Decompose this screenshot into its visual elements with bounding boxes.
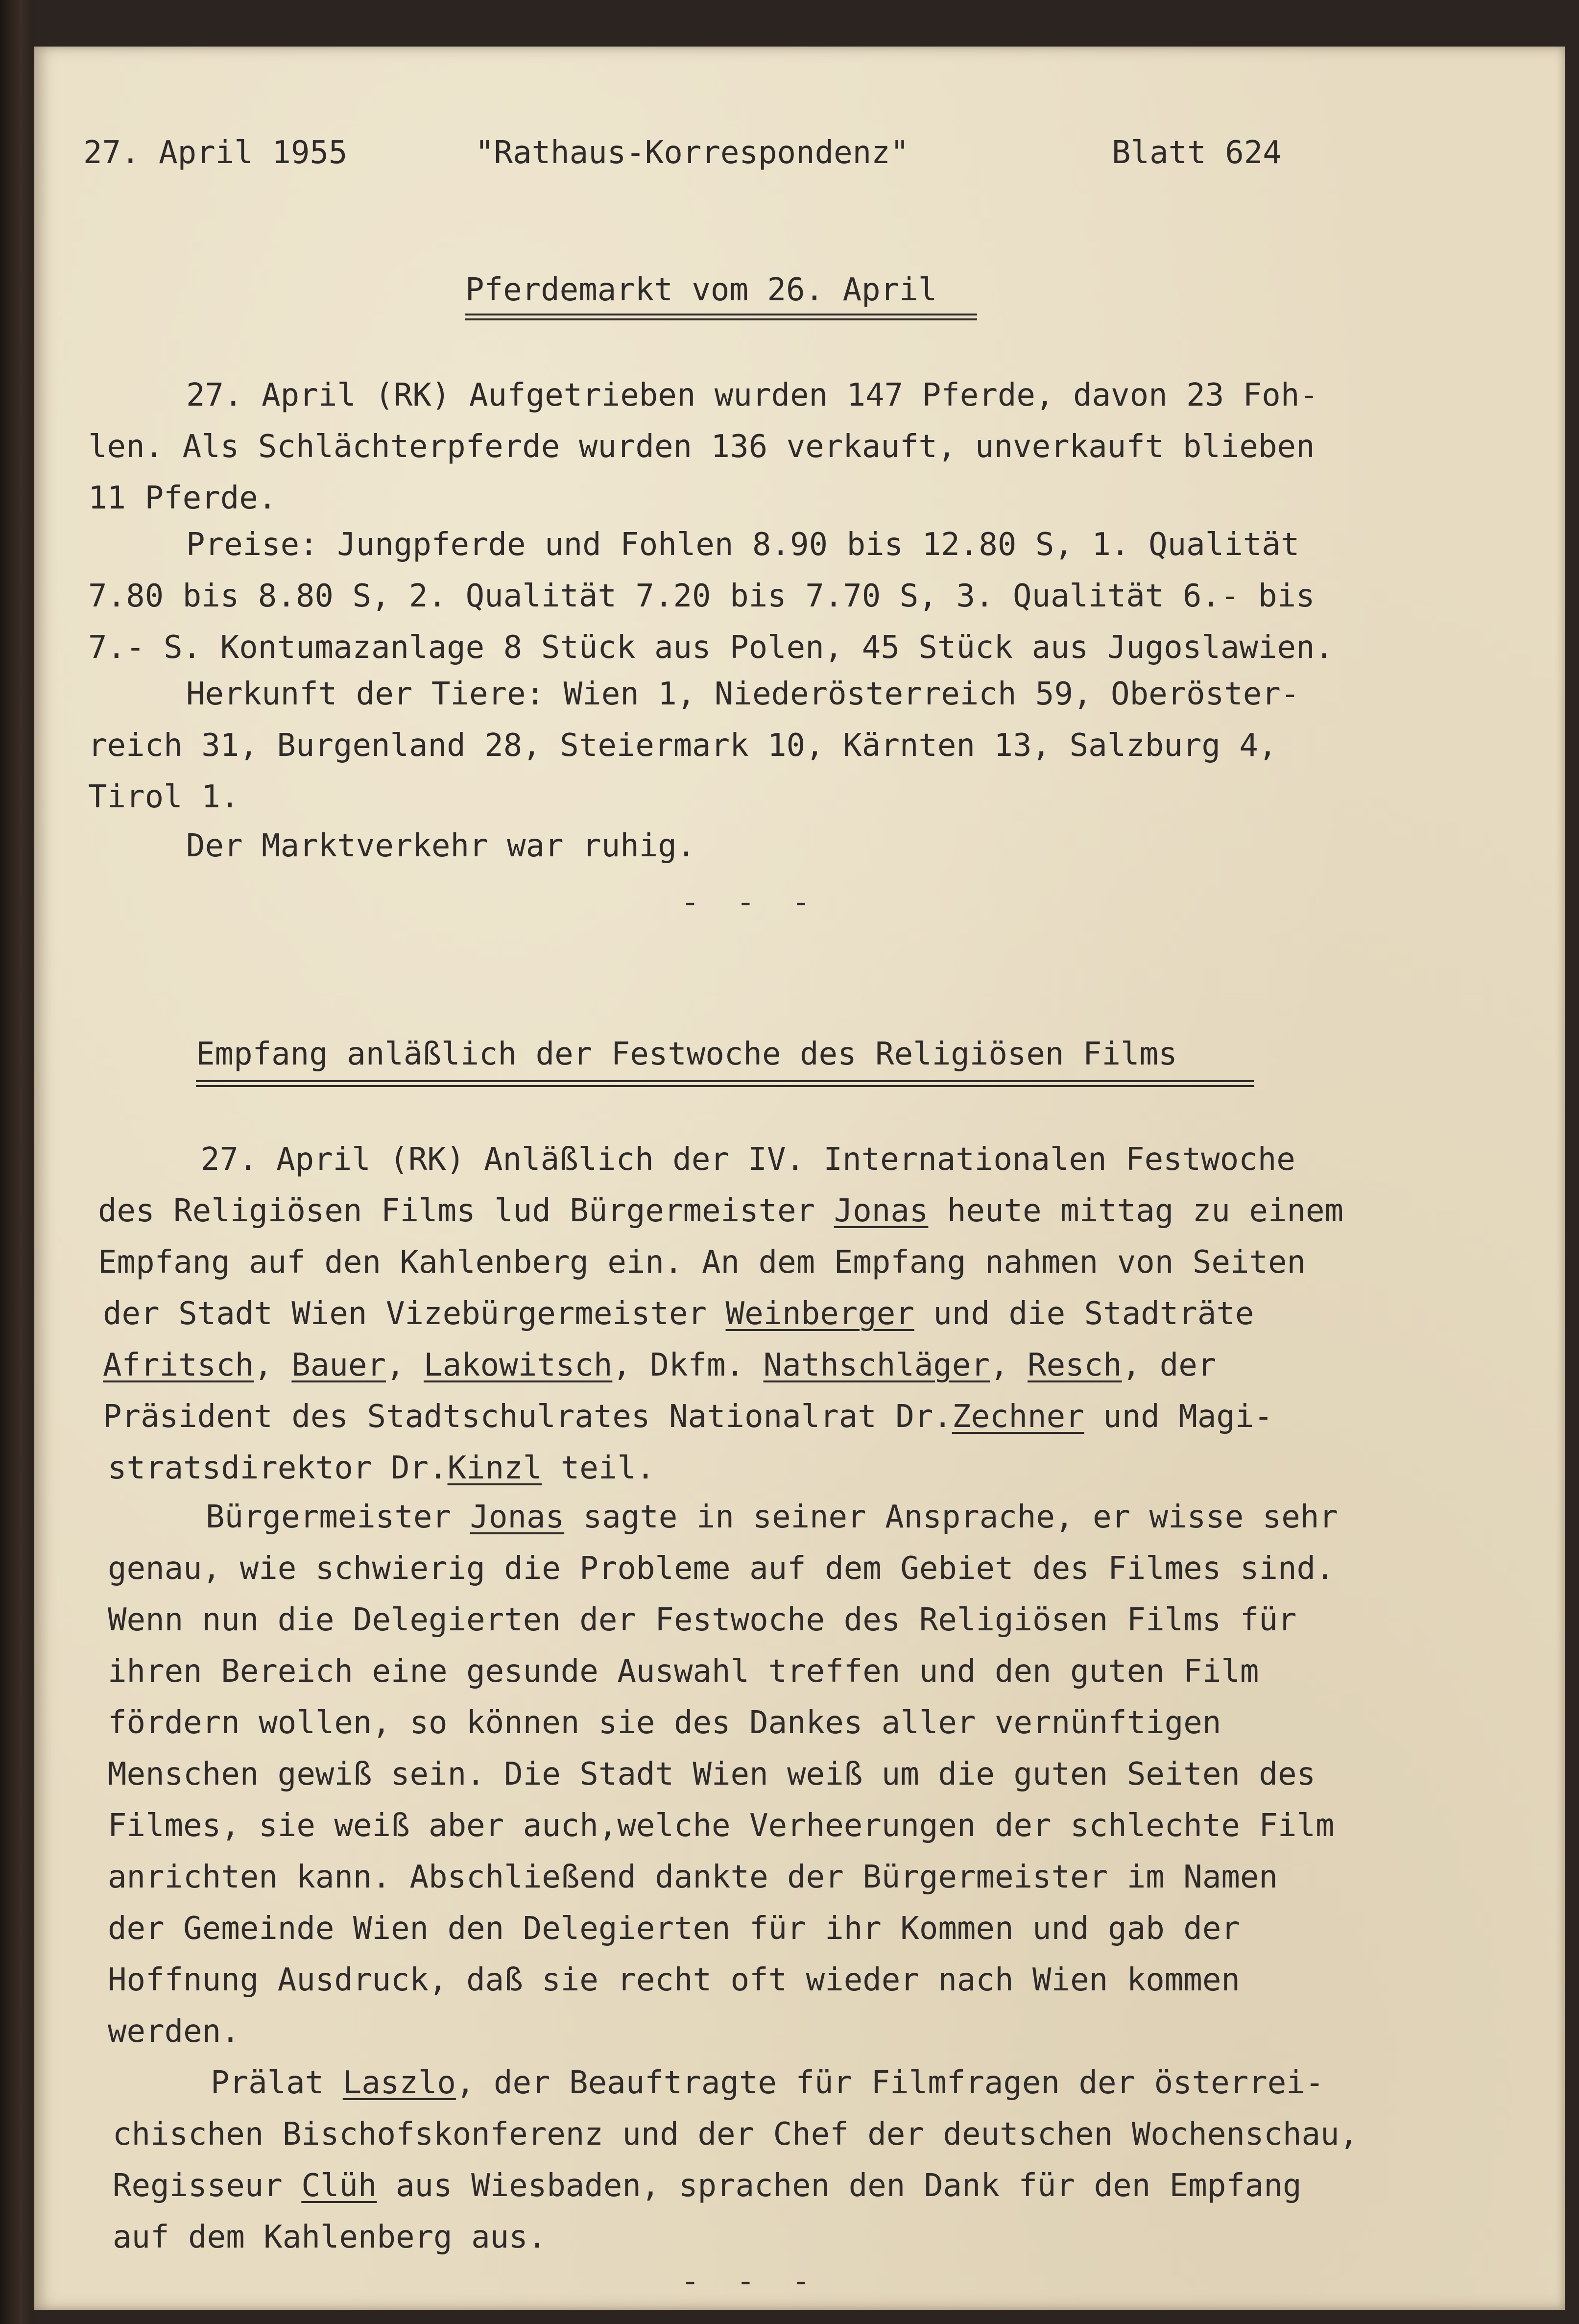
underlined-name: Lakowitsch [424, 1347, 613, 1383]
section2-line: genau, wie schwierig die Probleme auf dem Gebiet des Filmes sind. [108, 1550, 1335, 1587]
section1-line: reich 31, Burgenland 28, Steiermark 10, Kärnten 13, Salzburg 4, [88, 727, 1277, 764]
section2-line: Menschen gewiß sein. Die Stadt Wien weiß um die guten Seiten des [108, 1756, 1316, 1792]
section2-line: der Gemeinde Wien den Delegierten für ihr Kommen und gab der [108, 1911, 1240, 1947]
text-span: und die Stadträte [914, 1296, 1254, 1332]
text-span: heute mittag zu einem [928, 1193, 1344, 1229]
section2-title: Empfang anläßlich der Festwoche des Religiösen Films [196, 1036, 1177, 1072]
underlined-name: Clüh [301, 2168, 377, 2204]
section2-line [103, 1298, 1254, 1330]
section1-end-mark: - - - [681, 884, 819, 920]
text-span: der Stadt Wien Vizebürgermeister [103, 1296, 726, 1332]
text-span: teil. [542, 1450, 655, 1486]
section1-body [34, 47, 1565, 977]
text-span: stratsdirektor Dr. [108, 1450, 448, 1486]
section1-line: Der Marktverkehr war ruhig. [186, 828, 696, 864]
section2-line: fördern wollen, so können sie des Dankes aller vernünftigen [108, 1705, 1221, 1741]
section2-line: ihren Bereich eine gesunde Auswahl treffen und den guten Film [108, 1653, 1259, 1690]
section2-line: Empfang auf den Kahlenberg ein. An dem Empfang nahmen von Seiten [98, 1244, 1306, 1281]
header-sheet-number: Blatt 624 [1112, 135, 1282, 171]
section2-line: chischen Bischofskonferenz und der Chef der deutschen Wochenschau, [113, 2116, 1359, 2153]
section1-line: Preise: Jungpferde und Fohlen 8.90 bis 12.80 S, 1. Qualität [186, 527, 1300, 563]
section1-line: Herkunft der Tiere: Wien 1, Niederösterreich 59, Oberöster- [186, 676, 1300, 712]
section2-line: anrichten kann. Abschließend dankte der Bürgermeister im Namen [108, 1859, 1278, 1895]
text-span: Regisseur [113, 2168, 302, 2204]
underlined-name: Kinzl [447, 1450, 542, 1486]
underlined-name: Afritsch [103, 1347, 254, 1383]
text-span: Präsident des Stadtschulrates Nationalrat Dr. [103, 1399, 952, 1435]
section2-line [211, 2067, 1324, 2099]
section2-line: Hoffnung Ausdruck, daß sie recht oft wieder nach Wien kommen [108, 1962, 1240, 1998]
section2-end-mark: - - - [681, 2263, 819, 2300]
section2-line [113, 2170, 1301, 2202]
text-span: und Magi- [1084, 1399, 1273, 1435]
section2-line: Wenn nun die Delegierten der Festwoche des Religiösen Films für [108, 1602, 1297, 1638]
text-span: , Dkfm. [612, 1347, 764, 1383]
section2-line: auf dem Kahlenberg aus. [113, 2219, 547, 2255]
text-span: Bürgermeister [206, 1499, 470, 1535]
text-span: Prälat [211, 2065, 343, 2101]
section2-line [103, 1347, 1217, 1383]
underlined-name: Jonas [470, 1499, 565, 1535]
section2-line: werden. [108, 2013, 240, 2050]
section1-line: Tirol 1. [88, 779, 239, 815]
document-page [34, 47, 1565, 2310]
text-span: , [989, 1347, 1028, 1383]
header-publication: "Rathaus-Korrespondenz" [475, 135, 909, 171]
underlined-name: Zechner [952, 1399, 1084, 1435]
underlined-name: Laszlo [342, 2065, 456, 2101]
text-span: , der [1122, 1347, 1217, 1383]
underlined-name: Bauer [291, 1347, 386, 1383]
section1-line: 27. April (RK) Aufgetrieben wurden 147 Pferde, davon 23 Foh- [186, 377, 1318, 413]
underlined-name: Jonas [834, 1193, 929, 1229]
header-date: 27. April 1955 [83, 135, 348, 171]
section1-line: 7.80 bis 8.80 S, 2. Qualität 7.20 bis 7.70 S, 3. Qualität 6.- bis [88, 578, 1315, 614]
text-span: sagte in seiner Ansprache, er wisse sehr [564, 1499, 1338, 1535]
section2-line [108, 1452, 655, 1484]
section1-line: 11 Pferde. [88, 480, 277, 516]
underlined-name: Weinberger [725, 1296, 914, 1332]
section2-line: 27. April (RK) Anläßlich der IV. Internationalen Festwoche [201, 1141, 1295, 1178]
section1-title: Pferdemarkt vom 26. April [465, 272, 937, 308]
section1-line: 7.- S. Kontumazanlage 8 Stück aus Polen, 45 Stück aus Jugoslawien. [88, 629, 1334, 666]
text-span: , der Beauftragte für Filmfragen der österrei- [455, 2065, 1324, 2101]
underlined-name: Nathschläger [763, 1347, 990, 1383]
section2-line [206, 1501, 1338, 1533]
text-span: des Religiösen Films lud Bürgermeister [98, 1193, 834, 1229]
book-binding [0, 0, 34, 2324]
section2-line [103, 1399, 1273, 1435]
section2-line [98, 1195, 1343, 1227]
section1-line: len. Als Schlächterpferde wurden 136 verkauft, unverkauft blieben [88, 429, 1315, 465]
section2-title-double-rule [196, 1080, 1254, 1087]
text-span: , [385, 1347, 424, 1383]
text-span: aus Wiesbaden, sprachen den Dank für den Empfang [377, 2168, 1302, 2204]
underlined-name: Resch [1028, 1347, 1122, 1383]
section2-line: Filmes, sie weiß aber auch,welche Verheerungen der schlechte Film [108, 1808, 1335, 1844]
text-span: , [254, 1347, 292, 1383]
